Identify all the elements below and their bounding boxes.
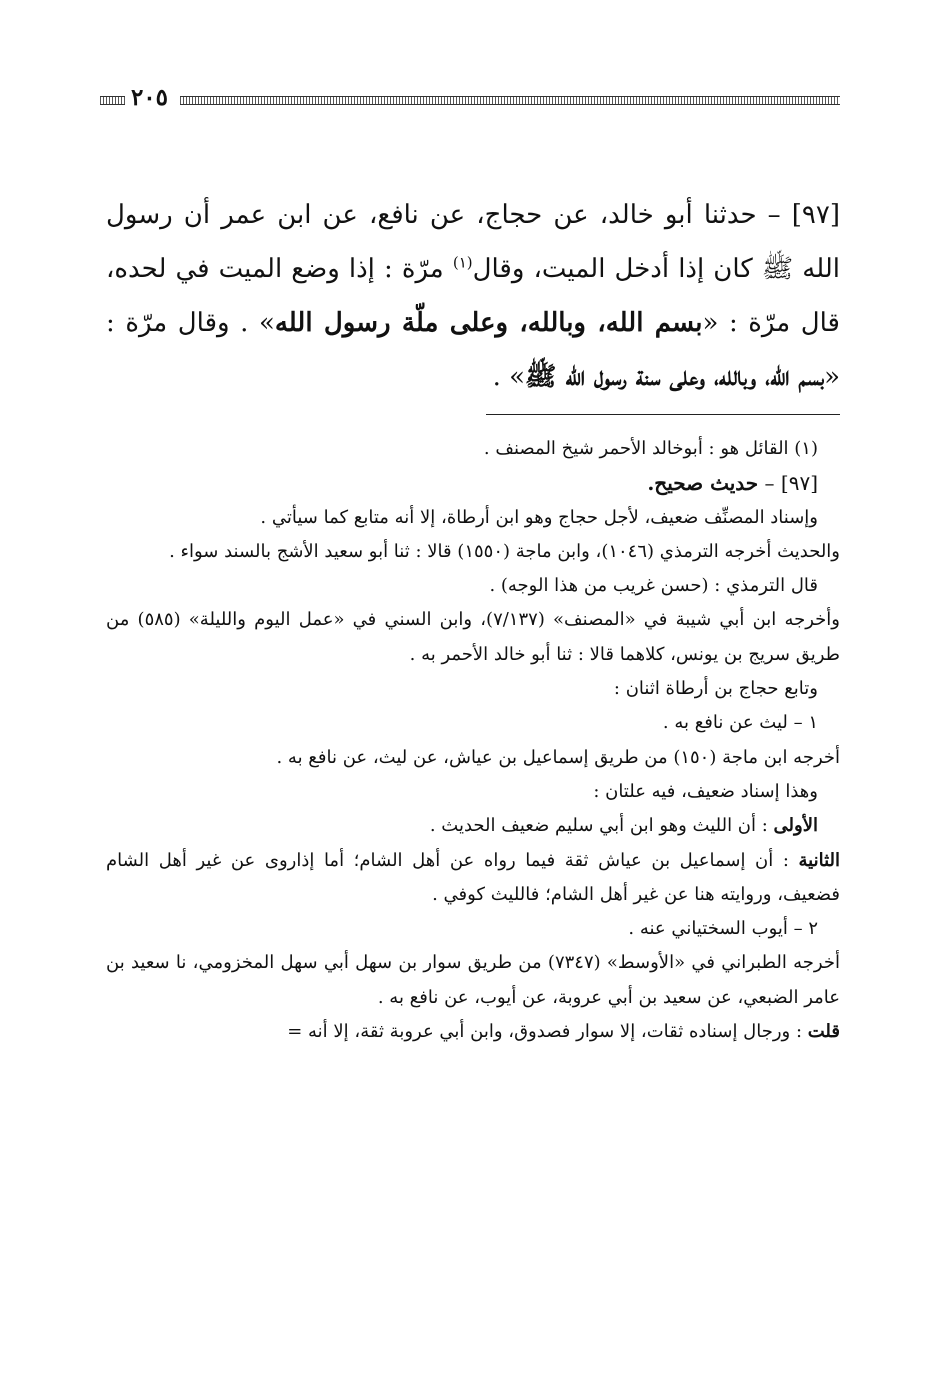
takhrij-grade: حديث صحيح. bbox=[647, 471, 759, 496]
note-line bbox=[106, 1015, 840, 1049]
footnote-1: (١) القائل هو : أبوخالد الأحمر شيخ المصنف . bbox=[483, 438, 818, 459]
footnote-divider bbox=[486, 414, 840, 415]
note-line: وهذا إسناد ضعيف، فيه علتان : bbox=[593, 780, 818, 802]
note-line: وأخرجه ابن أبي شيبة في «المصنف» (٧/١٣٧)، وابن السني في «عمل اليوم والليلة» (٥٨٥) من طريق سريج بن يونس، كلاهما قالا : ثنا أبو خالد الأحمر به . bbox=[106, 609, 840, 665]
note-line: ١ – ليث عن نافع به . bbox=[662, 712, 818, 734]
header-rule bbox=[180, 96, 840, 105]
note-line: ٢ – أيوب السختياني عنه . bbox=[628, 918, 818, 940]
page-header bbox=[100, 82, 840, 114]
hadith-part-2: مرّة : إذا وضع الميت في لحده، قال مرّة : « bbox=[106, 254, 840, 338]
note-label: الأولى bbox=[773, 815, 818, 837]
note-text: : أن إسماعيل بن عياش ثقة فيما رواه عن أهل الشام؛ أما إذاروى عن غير أهل الشام فضعيف، وروايته هنا عن غير أهل الشام؛ فالليث كوفي . bbox=[106, 849, 840, 905]
note-line: وتابع حجاج بن أرطاة اثنان : bbox=[613, 678, 818, 700]
hadith-text bbox=[106, 188, 840, 404]
footnotes bbox=[106, 432, 840, 1049]
takhrij-number: [٩٧] – bbox=[758, 471, 818, 496]
note-label: قلت bbox=[807, 1021, 840, 1043]
hadith-part-4: » . bbox=[492, 362, 526, 392]
hadith-part-3: » . وقال مرّة : « bbox=[106, 308, 840, 392]
note-label: الثانية bbox=[798, 849, 840, 871]
note-line bbox=[106, 809, 840, 843]
note-text: : ورجال إسناده ثقات، إلا سوار فصدوق، وابن أبي عروبة ثقة، إلا أنه = bbox=[287, 1021, 808, 1043]
hadith-part-1: [٩٧] – حدثنا أبو خالد، عن حجاج، عن نافع، عن ابن عمر أن رسول الله ﷺ كان إذا أدخل الميت، وقال bbox=[106, 200, 840, 284]
note-line bbox=[106, 844, 840, 913]
note-line: وإسناد المصنِّف ضعيف، لأجل حجاج وهو ابن أرطاة، إلا أنه متابع كما سيأتي . bbox=[260, 506, 818, 528]
hadith-bold-2: بسم الله، وبالله، وعلى سنة رسول الله ﷺ bbox=[525, 362, 825, 392]
note-text: : أن الليث وهو ابن أبي سليم ضعيف الحديث . bbox=[429, 815, 774, 837]
note-line: أخرجه ابن ماجة (١٥٠) من طريق إسماعيل بن عياش، عن ليث، عن نافع به . bbox=[276, 746, 840, 768]
hadith-bold-1: بسم الله، وبالله، وعلى ملّة رسول الله bbox=[274, 308, 703, 338]
note-line: أخرجه الطبراني في «الأوسط» (٧٣٤٧) من طريق سوار بن سهل أبي سهل المخزومي، نا سعيد بن عامر الضبعي، عن سعيد بن أبي عروبة، عن أيوب، عن نافع به . bbox=[106, 952, 840, 1008]
note-line: قال الترمذي : (حسن غريب من هذا الوجه) . bbox=[489, 575, 818, 597]
footnote-marker: (١) bbox=[452, 253, 473, 272]
takhrij-heading bbox=[106, 466, 840, 500]
note-line: والحديث أخرجه الترمذي (١٠٤٦)، وابن ماجة (١٥٥٠) قالا : ثنا أبو سعيد الأشج بالسند سواء . bbox=[169, 540, 840, 562]
page-number: ٢٠٥ bbox=[125, 84, 174, 111]
